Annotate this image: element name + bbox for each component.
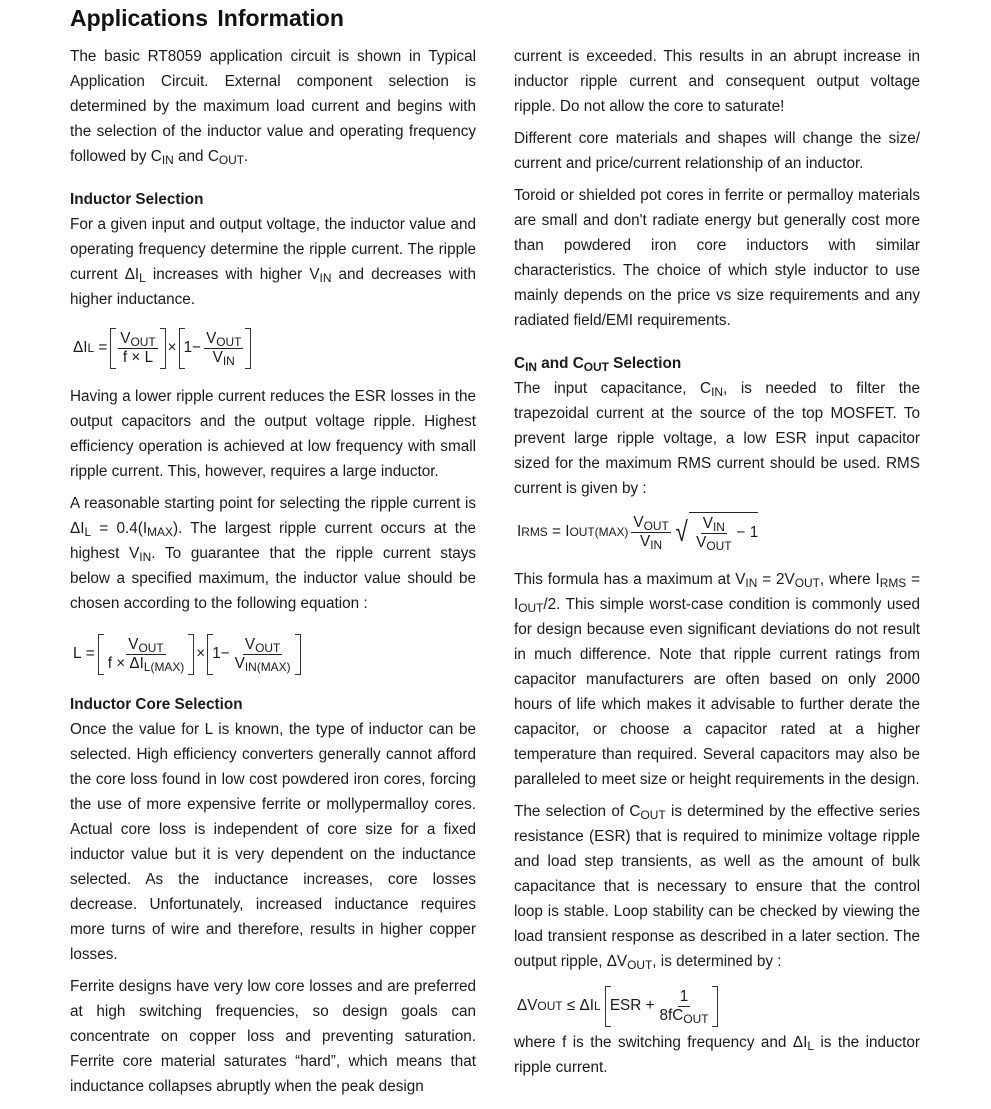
square-root-icon: √ [675, 516, 688, 547]
capacitor-paragraph-1: The input capacitance, $C_{IN}$, is needed to filter the trapezoidal current at the source of the top MOSFET. To prevent large ripple voltage, a low ESR input capacitor sized for the maximum RMS current should be used. RMS current is given by : [514, 380, 920, 497]
page-title: Applications Information [70, 5, 344, 31]
capacitor-paragraph-4: where f is the switching frequency and $\Delta I_L$ is the inductor ripple current. [514, 1034, 920, 1076]
core-selection-heading: Inductor Core Selection [70, 696, 243, 713]
core-paragraph-2: Ferrite designs have very low core losses and are preferred at high switching frequencies, so design goals can concentrate on copper loss and preventing saturation. Ferrite core material saturates “hard”, which means that inductance collapses abruptly when the peak design [70, 978, 476, 1095]
core-paragraph-1: Once the value for L is known, the type of inductor can be selected. High efficiency converters generally cannot afford the core loss found in low cost powdered iron cores, forcing the use of more expensive ferrite or mollypermalloy cores. Actual core loss is independent of core size for a fixed inductor value but it is very dependent on the inductance selected. As the inductance increases, core losses decrease. Unfortunately, increased inductance requires more turns of wire and therefore, results in higher copper losses. [70, 721, 476, 963]
right-column [514, 44, 920, 1080]
capacitor-paragraph-3: The selection of $C_{OUT}$ is determined by the effective series resistance (ESR) that is required to minimize voltage ripple and load step transients, as well as the amount of bulk capacitance that is necessary to ensure that the control loop is stable. Loop stability can be checked by viewing the load transient response as described in a later section. The output ripple, $\Delta V_{OUT}$, is determined by : [514, 803, 920, 972]
ripple-current-equation: Δ I L = $\frac{V_{OUT}}{f \times L}$ × 1 − $\frac{V_{OUT}}{V_{IN}}$ [73, 324, 476, 372]
output-ripple-equation: Δ V OUT ≤ Δ I L ESR + $\frac{1}{8fC_{OUT}}$ [517, 984, 920, 1028]
intro-paragraph: The basic RT8059 application circuit is shown in Typical Application Circuit. External component selection is determined by the maximum load current and begins with the selection of the inductor value and operating frequency followed by $C_{IN}$ and $C_{OUT}$. [70, 48, 476, 167]
core-paragraph-3: current is exceeded. This results in an abrupt increase in inductor ripple current and consequent output voltage ripple. Do not allow the core to saturate! [514, 48, 920, 115]
inductor-paragraph-1: For a given input and output voltage, the inductor value and operating frequency determine the ripple current. The ripple current $\Delta I_L$ increases with higher $V_{IN}$ and decreases with higher inductance. [70, 216, 476, 308]
core-paragraph-4: Different core materials and shapes will change the size/ current and price/current relationship of an inductor. [514, 130, 920, 172]
rms-current-equation: I RMS = I OUT(MAX) $\frac{V_{OUT}}{V_{IN}}$ √ $\frac{V_{IN}}{V_{OUT}}$ − 1 [517, 513, 759, 553]
inductor-paragraph-2: Having a lower ripple current reduces the ESR losses in the output capacitors and the output voltage ripple. Highest efficiency operation is achieved at low frequency with small ripple current. This, however, requires a large inductor. [70, 388, 476, 480]
inductor-paragraph-3: A reasonable starting point for selecting the ripple current is $\Delta I_L = 0.4(I_{MAX})$. The largest ripple current occurs at the highest $V_{IN}$. To guarantee that the ripple current stays below a specified maximum, the inductor value should be chosen according to the following equation : [70, 495, 477, 612]
core-paragraph-5: Toroid or shielded pot cores in ferrite or permalloy materials are small and don't radiate energy but generally cost more than powdered iron core inductors with similar characteristics. The choice of which style inductor to use mainly depends on the price vs size requirements and any radiated field/EMI requirements. [514, 187, 920, 329]
capacitor-selection-heading: $C_{IN}$ and $C_{OUT}$ Selection [514, 355, 682, 374]
inductor-selection-heading: Inductor Selection [70, 191, 204, 208]
inductor-value-equation: L = $\frac{V_{OUT}}{f \times \Delta I_{L(MAX)}}$ × 1 − $\frac{V_{OUT}}{V_{IN(MAX)}}$ [73, 630, 476, 678]
capacitor-paragraph-2: This formula has a maximum at $V_{IN} = 2V_{OUT}$, where $I_{RMS} = I_{OUT}/2$. This simple worst-case condition is commonly used for design because even significant deviations do not result in much difference. Note that ripple current ratings from capacitor manufacturers are often based on only 2000 hours of life which makes it advisable to further derate the capacitor, or choose a capacitor rated at a higher temperature than required. Several capacitors may also be paralleled to meet size or height requirements in the design. [514, 571, 920, 788]
left-column [70, 44, 476, 1099]
